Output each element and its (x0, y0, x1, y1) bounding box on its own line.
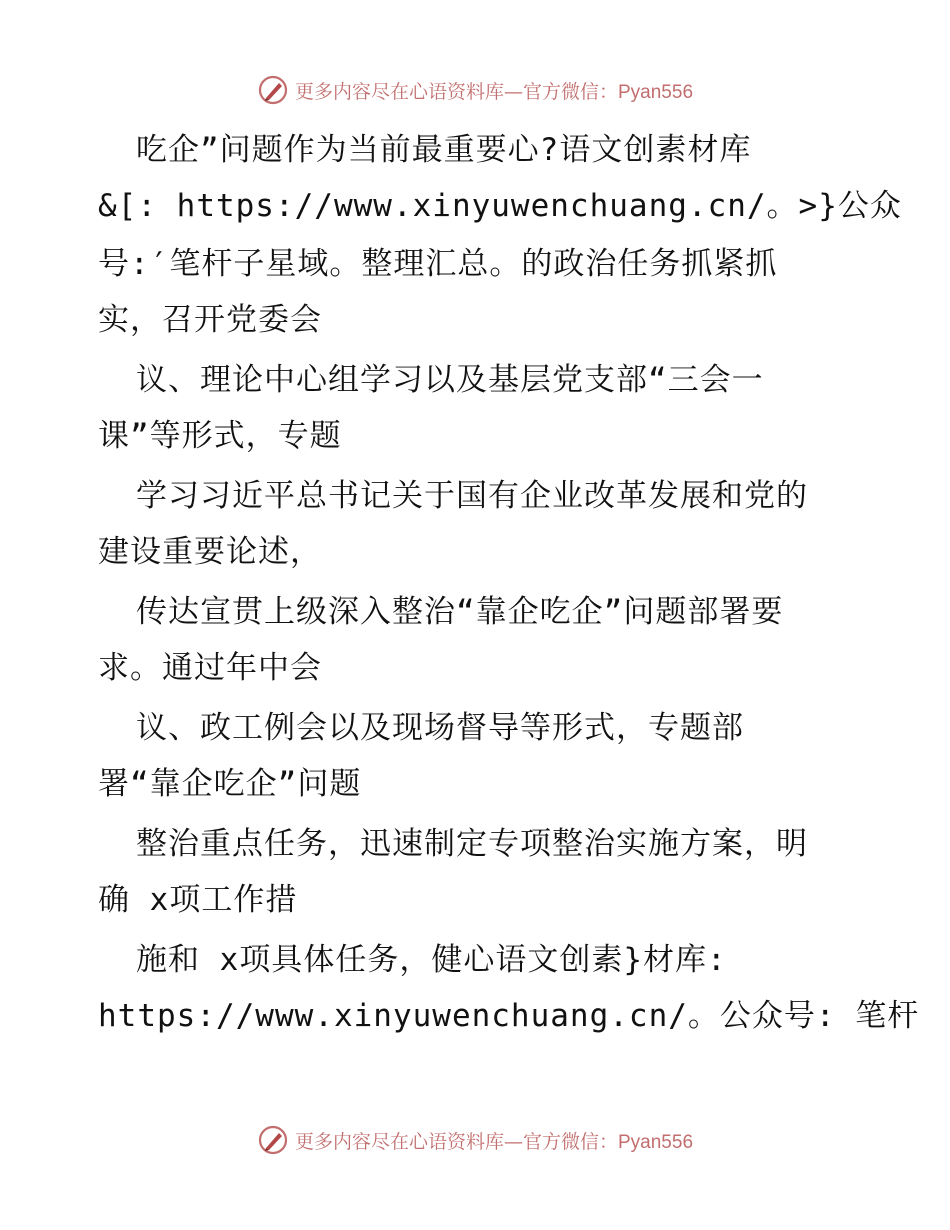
text-line: &[: https://www.xinyuwenchuang.cn/。>}公众 (98, 188, 902, 224)
header-banner-label: 更多内容尽在心语资料库—官方微信： (294, 80, 618, 103)
text-line: 吃企”问题作为当前最重要心?语文创素材库 (136, 132, 752, 168)
text-line: 整治重点任务，迅速制定专项整治实施方案，明 (136, 826, 808, 862)
pen-logo-icon (257, 1124, 289, 1156)
text-line: 课”等形式，专题 (98, 418, 342, 454)
header-banner-wechat-id: Pyan556 (618, 81, 694, 103)
text-line: 议、政工例会以及现场督导等形式，专题部 (136, 710, 744, 746)
text-line: 建设重要论述， (98, 534, 322, 570)
text-line: https://www.xinyuwenchuang.cn/。公众号: 笔杆 (98, 998, 920, 1034)
footer-banner-wechat-id: Pyan556 (618, 1131, 694, 1153)
footer-watermark-banner (0, 1120, 950, 1160)
header-banner-text (295, 77, 693, 104)
pen-logo-icon (257, 74, 289, 106)
footer-banner-label: 更多内容尽在心语资料库—官方微信： (294, 1130, 618, 1153)
text-line: 号:′笔杆子星域。整理汇总。的政治任务抓紧抓 (98, 246, 778, 282)
text-line: 署“靠企吃企”问题 (98, 766, 362, 802)
text-line: 传达宣贯上级深入整治“靠企吃企”问题部署要 (136, 594, 784, 630)
header-watermark-banner (0, 70, 950, 110)
text-line: 议、理论中心组学习以及基层党支部“三会一 (136, 362, 764, 398)
text-line: 实，召开党委会 (98, 302, 322, 338)
text-line: 确 x项工作措 (98, 882, 298, 918)
text-line: 学习习近平总书记关于国有企业改革发展和党的 (136, 478, 808, 514)
footer-banner-text (295, 1127, 693, 1154)
text-line: 求。通过年中会 (98, 650, 322, 686)
text-line: 施和 x项具体任务，健心语文创素}材库: (136, 942, 727, 978)
